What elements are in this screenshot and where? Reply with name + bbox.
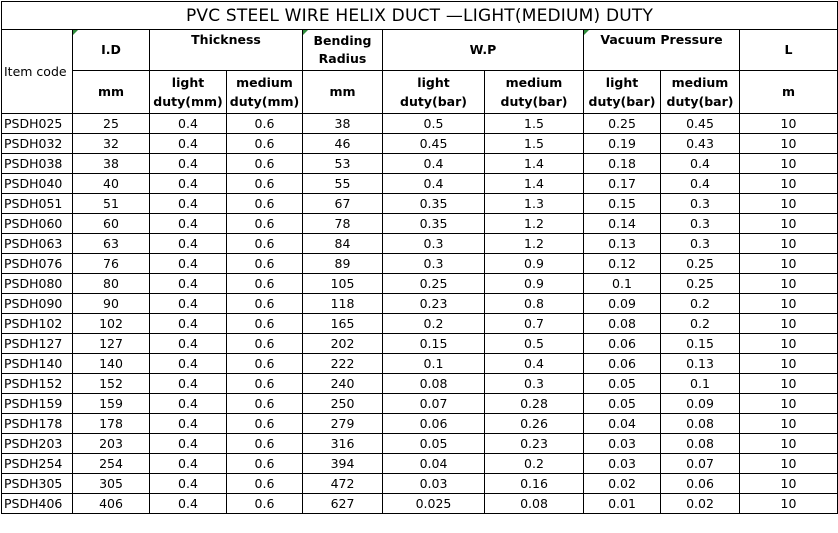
cell-id: 63 bbox=[73, 234, 150, 254]
cell-vacuum-light: 0.05 bbox=[584, 394, 661, 414]
cell-wp-light: 0.06 bbox=[383, 414, 485, 434]
cell-thickness-light: 0.4 bbox=[150, 234, 227, 254]
cell-thickness-light: 0.4 bbox=[150, 334, 227, 354]
header-vacuum-pressure: Vacuum Pressure bbox=[584, 30, 740, 71]
cell-vacuum-light: 0.15 bbox=[584, 194, 661, 214]
cell-thickness-medium: 0.6 bbox=[227, 454, 303, 474]
cell-bending-radius: 84 bbox=[303, 234, 383, 254]
cell-id: 80 bbox=[73, 274, 150, 294]
spec-table bbox=[1, 1, 838, 514]
table-row bbox=[2, 274, 838, 294]
cell-thickness-medium: 0.6 bbox=[227, 414, 303, 434]
cell-thickness-medium: 0.6 bbox=[227, 374, 303, 394]
cell-length: 10 bbox=[740, 414, 838, 434]
cell-wp-light: 0.4 bbox=[383, 174, 485, 194]
cell-item-code: PSDH140 bbox=[2, 354, 73, 374]
cell-id: 76 bbox=[73, 254, 150, 274]
cell-id: 305 bbox=[73, 474, 150, 494]
cell-thickness-medium: 0.6 bbox=[227, 314, 303, 334]
cell-thickness-light: 0.4 bbox=[150, 174, 227, 194]
header-thickness-medium: medium duty(mm) bbox=[227, 71, 303, 114]
cell-vacuum-medium: 0.4 bbox=[661, 174, 740, 194]
cell-vacuum-light: 0.03 bbox=[584, 454, 661, 474]
header-id-unit: mm bbox=[73, 71, 150, 114]
cell-bending-radius: 78 bbox=[303, 214, 383, 234]
cell-item-code: PSDH178 bbox=[2, 414, 73, 434]
cell-vacuum-light: 0.13 bbox=[584, 234, 661, 254]
cell-wp-medium: 0.16 bbox=[485, 474, 584, 494]
cell-bending-radius: 67 bbox=[303, 194, 383, 214]
cell-vacuum-light: 0.05 bbox=[584, 374, 661, 394]
cell-vacuum-medium: 0.4 bbox=[661, 154, 740, 174]
cell-item-code: PSDH040 bbox=[2, 174, 73, 194]
cell-item-code: PSDH254 bbox=[2, 454, 73, 474]
cell-thickness-light: 0.4 bbox=[150, 194, 227, 214]
cell-wp-medium: 0.4 bbox=[485, 354, 584, 374]
cell-length: 10 bbox=[740, 234, 838, 254]
table-row bbox=[2, 134, 838, 154]
cell-id: 254 bbox=[73, 454, 150, 474]
cell-length: 10 bbox=[740, 474, 838, 494]
cell-vacuum-light: 0.1 bbox=[584, 274, 661, 294]
cell-vacuum-light: 0.04 bbox=[584, 414, 661, 434]
cell-id: 60 bbox=[73, 214, 150, 234]
cell-wp-medium: 0.28 bbox=[485, 394, 584, 414]
cell-wp-light: 0.2 bbox=[383, 314, 485, 334]
cell-vacuum-medium: 0.15 bbox=[661, 334, 740, 354]
cell-id: 102 bbox=[73, 314, 150, 334]
table-row bbox=[2, 374, 838, 394]
cell-thickness-light: 0.4 bbox=[150, 434, 227, 454]
cell-item-code: PSDH152 bbox=[2, 374, 73, 394]
cell-bending-radius: 627 bbox=[303, 494, 383, 514]
table-row bbox=[2, 354, 838, 374]
cell-wp-light: 0.15 bbox=[383, 334, 485, 354]
cell-bending-radius: 222 bbox=[303, 354, 383, 374]
cell-bending-radius: 38 bbox=[303, 114, 383, 134]
cell-wp-light: 0.3 bbox=[383, 234, 485, 254]
cell-length: 10 bbox=[740, 454, 838, 474]
cell-item-code: PSDH102 bbox=[2, 314, 73, 334]
cell-vacuum-medium: 0.3 bbox=[661, 214, 740, 234]
cell-length: 10 bbox=[740, 174, 838, 194]
cell-bending-radius: 53 bbox=[303, 154, 383, 174]
header-wp-light: light duty(bar) bbox=[383, 71, 485, 114]
header-thickness: Thickness bbox=[150, 30, 303, 71]
table-row bbox=[2, 434, 838, 454]
cell-vacuum-light: 0.09 bbox=[584, 294, 661, 314]
cell-wp-medium: 0.08 bbox=[485, 494, 584, 514]
cell-vacuum-medium: 0.02 bbox=[661, 494, 740, 514]
cell-thickness-medium: 0.6 bbox=[227, 354, 303, 374]
cell-bending-radius: 165 bbox=[303, 314, 383, 334]
cell-length: 10 bbox=[740, 374, 838, 394]
cell-thickness-light: 0.4 bbox=[150, 274, 227, 294]
table-row bbox=[2, 154, 838, 174]
table-row bbox=[2, 114, 838, 134]
cell-id: 38 bbox=[73, 154, 150, 174]
cell-wp-light: 0.23 bbox=[383, 294, 485, 314]
cell-vacuum-light: 0.19 bbox=[584, 134, 661, 154]
header-bending-radius: Bending Radius bbox=[303, 30, 383, 71]
cell-wp-light: 0.35 bbox=[383, 194, 485, 214]
table-row bbox=[2, 474, 838, 494]
cell-id: 40 bbox=[73, 174, 150, 194]
cell-id: 127 bbox=[73, 334, 150, 354]
cell-thickness-medium: 0.6 bbox=[227, 474, 303, 494]
cell-length: 10 bbox=[740, 274, 838, 294]
cell-id: 32 bbox=[73, 134, 150, 154]
cell-id: 152 bbox=[73, 374, 150, 394]
cell-item-code: PSDH038 bbox=[2, 154, 73, 174]
cell-wp-light: 0.03 bbox=[383, 474, 485, 494]
table-row bbox=[2, 334, 838, 354]
cell-thickness-medium: 0.6 bbox=[227, 274, 303, 294]
cell-wp-light: 0.45 bbox=[383, 134, 485, 154]
cell-length: 10 bbox=[740, 294, 838, 314]
cell-vacuum-light: 0.01 bbox=[584, 494, 661, 514]
cell-length: 10 bbox=[740, 254, 838, 274]
cell-thickness-light: 0.4 bbox=[150, 114, 227, 134]
cell-id: 406 bbox=[73, 494, 150, 514]
cell-id: 140 bbox=[73, 354, 150, 374]
table-row bbox=[2, 394, 838, 414]
cell-thickness-medium: 0.6 bbox=[227, 494, 303, 514]
header-vacuum-light: light duty(bar) bbox=[584, 71, 661, 114]
cell-thickness-light: 0.4 bbox=[150, 154, 227, 174]
cell-bending-radius: 279 bbox=[303, 414, 383, 434]
cell-wp-light: 0.08 bbox=[383, 374, 485, 394]
cell-thickness-medium: 0.6 bbox=[227, 114, 303, 134]
cell-bending-radius: 105 bbox=[303, 274, 383, 294]
cell-vacuum-medium: 0.09 bbox=[661, 394, 740, 414]
cell-vacuum-medium: 0.3 bbox=[661, 234, 740, 254]
cell-item-code: PSDH090 bbox=[2, 294, 73, 314]
cell-thickness-light: 0.4 bbox=[150, 454, 227, 474]
cell-wp-medium: 0.7 bbox=[485, 314, 584, 334]
cell-item-code: PSDH159 bbox=[2, 394, 73, 414]
cell-wp-light: 0.04 bbox=[383, 454, 485, 474]
cell-length: 10 bbox=[740, 194, 838, 214]
cell-wp-light: 0.25 bbox=[383, 274, 485, 294]
cell-length: 10 bbox=[740, 334, 838, 354]
cell-vacuum-light: 0.08 bbox=[584, 314, 661, 334]
cell-thickness-medium: 0.6 bbox=[227, 194, 303, 214]
cell-wp-light: 0.35 bbox=[383, 214, 485, 234]
cell-id: 90 bbox=[73, 294, 150, 314]
cell-vacuum-medium: 0.06 bbox=[661, 474, 740, 494]
cell-wp-medium: 1.3 bbox=[485, 194, 584, 214]
cell-vacuum-light: 0.25 bbox=[584, 114, 661, 134]
cell-vacuum-light: 0.06 bbox=[584, 354, 661, 374]
header-bending-unit: mm bbox=[303, 71, 383, 114]
cell-item-code: PSDH032 bbox=[2, 134, 73, 154]
cell-bending-radius: 394 bbox=[303, 454, 383, 474]
cell-wp-light: 0.4 bbox=[383, 154, 485, 174]
cell-item-code: PSDH406 bbox=[2, 494, 73, 514]
cell-wp-medium: 0.23 bbox=[485, 434, 584, 454]
cell-thickness-medium: 0.6 bbox=[227, 334, 303, 354]
table-row bbox=[2, 194, 838, 214]
cell-id: 159 bbox=[73, 394, 150, 414]
cell-bending-radius: 240 bbox=[303, 374, 383, 394]
table-row bbox=[2, 494, 838, 514]
cell-vacuum-light: 0.17 bbox=[584, 174, 661, 194]
cell-wp-light: 0.025 bbox=[383, 494, 485, 514]
cell-item-code: PSDH305 bbox=[2, 474, 73, 494]
cell-wp-medium: 0.9 bbox=[485, 274, 584, 294]
header-thickness-light: light duty(mm) bbox=[150, 71, 227, 114]
cell-thickness-light: 0.4 bbox=[150, 214, 227, 234]
cell-vacuum-medium: 0.2 bbox=[661, 294, 740, 314]
cell-thickness-light: 0.4 bbox=[150, 474, 227, 494]
cell-item-code: PSDH203 bbox=[2, 434, 73, 454]
cell-bending-radius: 316 bbox=[303, 434, 383, 454]
cell-item-code: PSDH051 bbox=[2, 194, 73, 214]
cell-item-code: PSDH060 bbox=[2, 214, 73, 234]
cell-thickness-light: 0.4 bbox=[150, 374, 227, 394]
header-vacuum-medium: medium duty(bar) bbox=[661, 71, 740, 114]
cell-vacuum-medium: 0.43 bbox=[661, 134, 740, 154]
cell-bending-radius: 472 bbox=[303, 474, 383, 494]
cell-length: 10 bbox=[740, 314, 838, 334]
cell-item-code: PSDH127 bbox=[2, 334, 73, 354]
table-row bbox=[2, 214, 838, 234]
cell-vacuum-light: 0.06 bbox=[584, 334, 661, 354]
cell-vacuum-medium: 0.2 bbox=[661, 314, 740, 334]
cell-id: 178 bbox=[73, 414, 150, 434]
cell-thickness-medium: 0.6 bbox=[227, 394, 303, 414]
cell-thickness-medium: 0.6 bbox=[227, 234, 303, 254]
cell-wp-medium: 0.5 bbox=[485, 334, 584, 354]
cell-thickness-medium: 0.6 bbox=[227, 434, 303, 454]
table-row bbox=[2, 414, 838, 434]
cell-length: 10 bbox=[740, 214, 838, 234]
cell-id: 25 bbox=[73, 114, 150, 134]
header-item-code: Item code bbox=[2, 30, 73, 114]
table-row bbox=[2, 174, 838, 194]
cell-thickness-light: 0.4 bbox=[150, 254, 227, 274]
cell-vacuum-medium: 0.08 bbox=[661, 414, 740, 434]
cell-length: 10 bbox=[740, 354, 838, 374]
cell-vacuum-light: 0.03 bbox=[584, 434, 661, 454]
cell-thickness-medium: 0.6 bbox=[227, 294, 303, 314]
cell-wp-light: 0.05 bbox=[383, 434, 485, 454]
table-row bbox=[2, 254, 838, 274]
cell-length: 10 bbox=[740, 154, 838, 174]
cell-length: 10 bbox=[740, 494, 838, 514]
cell-length: 10 bbox=[740, 114, 838, 134]
cell-wp-medium: 1.2 bbox=[485, 214, 584, 234]
cell-thickness-medium: 0.6 bbox=[227, 174, 303, 194]
cell-bending-radius: 250 bbox=[303, 394, 383, 414]
cell-id: 203 bbox=[73, 434, 150, 454]
cell-vacuum-medium: 0.45 bbox=[661, 114, 740, 134]
cell-bending-radius: 46 bbox=[303, 134, 383, 154]
cell-thickness-light: 0.4 bbox=[150, 294, 227, 314]
cell-wp-medium: 1.2 bbox=[485, 234, 584, 254]
cell-thickness-medium: 0.6 bbox=[227, 134, 303, 154]
table-row bbox=[2, 234, 838, 254]
header-wp-medium: medium duty(bar) bbox=[485, 71, 584, 114]
cell-wp-medium: 0.3 bbox=[485, 374, 584, 394]
header-length-unit: m bbox=[740, 71, 838, 114]
cell-vacuum-light: 0.12 bbox=[584, 254, 661, 274]
header-id: I.D bbox=[73, 30, 150, 71]
table-title: PVC STEEL WIRE HELIX DUCT —LIGHT(MEDIUM) DUTY bbox=[2, 2, 838, 30]
cell-thickness-medium: 0.6 bbox=[227, 214, 303, 234]
cell-bending-radius: 55 bbox=[303, 174, 383, 194]
table-row bbox=[2, 454, 838, 474]
cell-bending-radius: 202 bbox=[303, 334, 383, 354]
cell-vacuum-medium: 0.25 bbox=[661, 274, 740, 294]
cell-wp-medium: 1.4 bbox=[485, 174, 584, 194]
header-wp: W.P bbox=[383, 30, 584, 71]
cell-thickness-light: 0.4 bbox=[150, 414, 227, 434]
cell-vacuum-light: 0.14 bbox=[584, 214, 661, 234]
cell-item-code: PSDH063 bbox=[2, 234, 73, 254]
cell-wp-light: 0.3 bbox=[383, 254, 485, 274]
header-length: L bbox=[740, 30, 838, 71]
cell-item-code: PSDH076 bbox=[2, 254, 73, 274]
cell-wp-medium: 0.8 bbox=[485, 294, 584, 314]
cell-thickness-medium: 0.6 bbox=[227, 254, 303, 274]
cell-length: 10 bbox=[740, 434, 838, 454]
cell-wp-medium: 0.26 bbox=[485, 414, 584, 434]
cell-wp-light: 0.5 bbox=[383, 114, 485, 134]
cell-length: 10 bbox=[740, 134, 838, 154]
cell-thickness-medium: 0.6 bbox=[227, 154, 303, 174]
cell-wp-medium: 0.2 bbox=[485, 454, 584, 474]
cell-wp-medium: 0.9 bbox=[485, 254, 584, 274]
cell-thickness-light: 0.4 bbox=[150, 394, 227, 414]
cell-thickness-light: 0.4 bbox=[150, 134, 227, 154]
cell-vacuum-medium: 0.25 bbox=[661, 254, 740, 274]
cell-thickness-light: 0.4 bbox=[150, 354, 227, 374]
cell-id: 51 bbox=[73, 194, 150, 214]
cell-vacuum-medium: 0.08 bbox=[661, 434, 740, 454]
table-row bbox=[2, 314, 838, 334]
cell-item-code: PSDH080 bbox=[2, 274, 73, 294]
cell-wp-medium: 1.4 bbox=[485, 154, 584, 174]
table-row bbox=[2, 294, 838, 314]
cell-bending-radius: 89 bbox=[303, 254, 383, 274]
cell-vacuum-light: 0.18 bbox=[584, 154, 661, 174]
cell-thickness-light: 0.4 bbox=[150, 314, 227, 334]
cell-wp-medium: 1.5 bbox=[485, 134, 584, 154]
cell-vacuum-medium: 0.07 bbox=[661, 454, 740, 474]
cell-bending-radius: 118 bbox=[303, 294, 383, 314]
cell-item-code: PSDH025 bbox=[2, 114, 73, 134]
cell-length: 10 bbox=[740, 394, 838, 414]
cell-vacuum-medium: 0.3 bbox=[661, 194, 740, 214]
cell-vacuum-medium: 0.13 bbox=[661, 354, 740, 374]
cell-wp-light: 0.1 bbox=[383, 354, 485, 374]
cell-vacuum-medium: 0.1 bbox=[661, 374, 740, 394]
cell-vacuum-light: 0.02 bbox=[584, 474, 661, 494]
cell-wp-light: 0.07 bbox=[383, 394, 485, 414]
cell-wp-medium: 1.5 bbox=[485, 114, 584, 134]
cell-thickness-light: 0.4 bbox=[150, 494, 227, 514]
